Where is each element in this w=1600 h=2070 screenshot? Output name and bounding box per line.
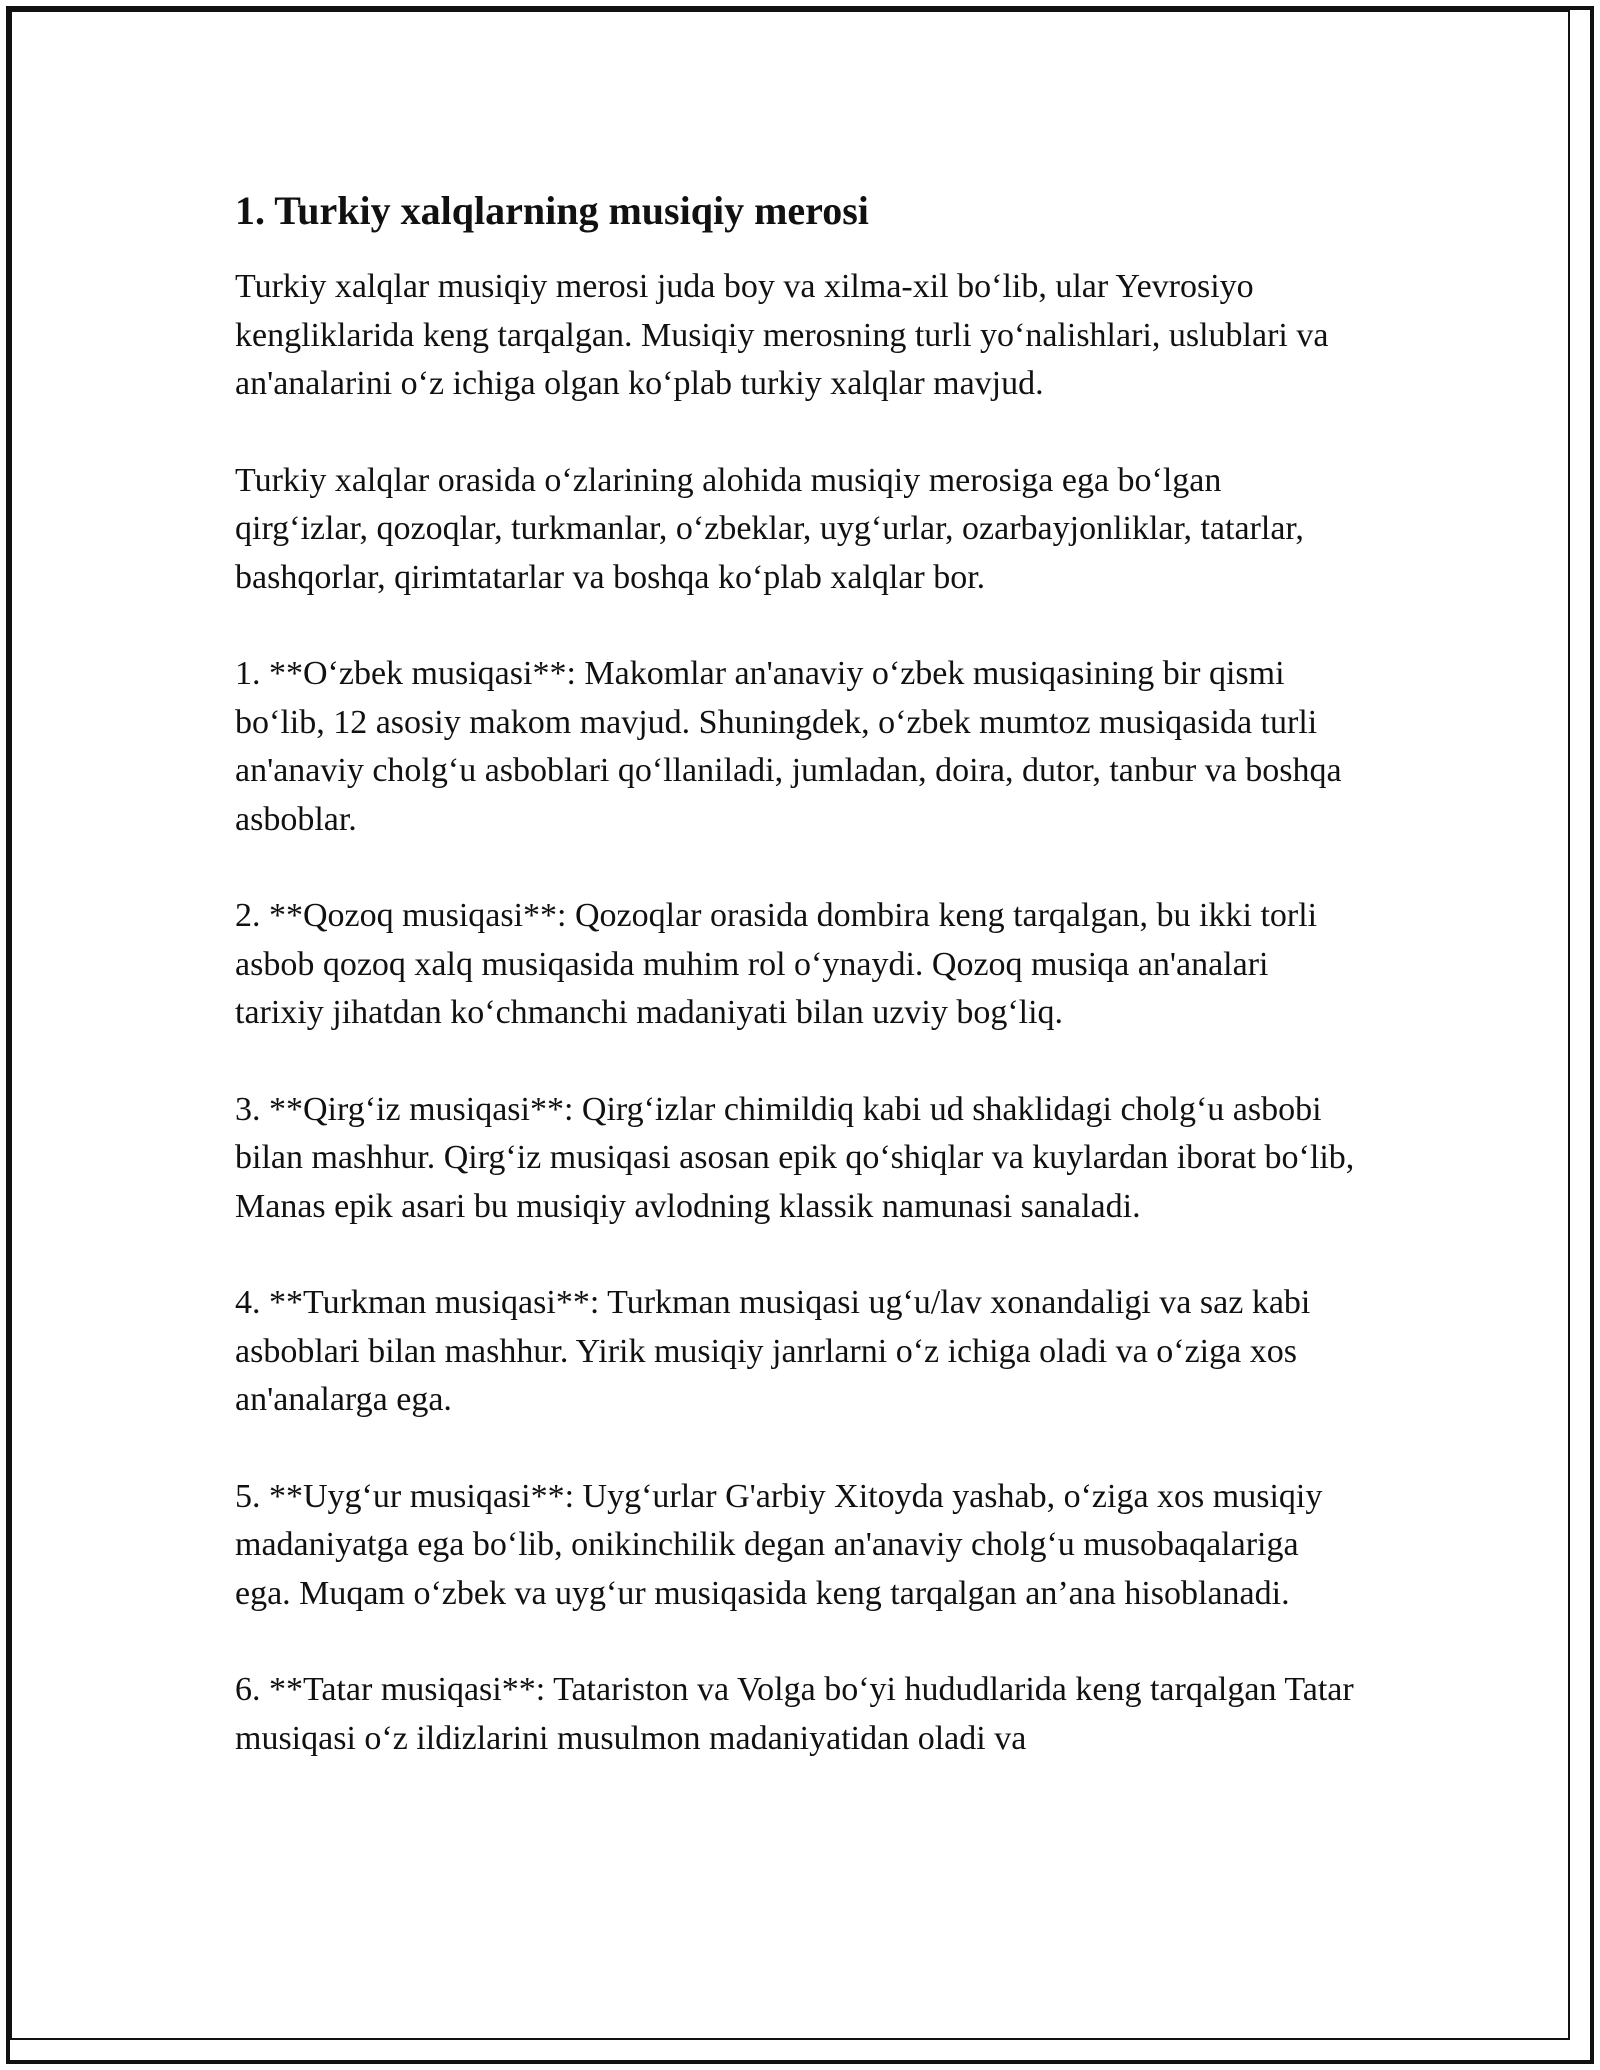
tatar-music-paragraph: 6. **Tatar musiqasi**: Tatariston va Volga bo‘yi hududlarida keng tarqalgan Tatar musiqasi o‘z ildizlarini musulmon madaniyatidan oladi va	[235, 1671, 1354, 1757]
intro-paragraph: Turkiy xalqlar musiqiy merosi juda boy va xilma-xil bo‘lib, ular Yevrosiyo kengliklarida keng tarqalgan. Musiqiy merosning turli yo‘nalishlari, uslublari va an'analarini o‘z ichiga olgan ko‘plab turkiy xalqlar mavjud.	[235, 268, 1329, 402]
section-heading: 1. Turkiy xalqlarning musiqiy merosi	[235, 188, 869, 233]
uyghur-music-paragraph: 5. **Uyg‘ur musiqasi**: Uyg‘urlar G'arbiy Xitoyda yashab, o‘ziga xos musiqiy madaniyatga ega bo‘lib, onikinchilik degan an'anaviy cholg‘u musobaqalariga ega. Muqam o‘zbek va uyg‘ur musiqasida keng tarqalgan an’ana hisoblanadi.	[235, 1477, 1323, 1612]
kazakh-music-paragraph: 2. **Qozoq musiqasi**: Qozoqlar orasida dombira keng tarqalgan, bu ikki torli asbob qozoq xalq musiqasida muhim rol o‘ynaydi. Qozoq musiqa an'analari tarixiy jihatdan ko‘chmanchi madaniyati bilan uzviy bog‘liq.	[235, 897, 1318, 1031]
turkmen-music-paragraph: 4. **Turkman musiqasi**: Turkman musiqasi ug‘u/lav xonandaligi va saz kabi asboblari bilan mashhur. Yirik musiqiy janrlarni o‘z ichiga oladi va o‘ziga xos an'analarga ega.	[235, 1284, 1311, 1418]
peoples-paragraph: Turkiy xalqlar orasida o‘zlarining alohida musiqiy merosiga ega bo‘lgan qirg‘izlar, qozoqlar, turkmanlar, o‘zbeklar, uyg‘urlar, ozarbayjonliklar, tatarlar, bashqorlar, qirimtatarlar va boshqa ko‘plab xalqlar bor.	[235, 461, 1304, 596]
document-body	[235, 185, 1355, 1811]
uzbek-music-paragraph: 1. **O‘zbek musiqasi**: Makomlar an'anaviy o‘zbek musiqasining bir qismi bo‘lib, 12 asosiy makom mavjud. Shuningdek, o‘zbek mumtoz musiqasida turli an'anaviy cholg‘u asboblari qo‘llaniladi, jumladan, doira, dutor, tanbur va boshqa asboblar.	[235, 655, 1342, 838]
kyrgyz-music-paragraph: 3. **Qirg‘iz musiqasi**: Qirg‘izlar chimildiq kabi ud shaklidagi cholg‘u asbobi bilan mashhur. Qirg‘iz musiqasi asosan epik qo‘shiqlar va kuylardan iborat bo‘lib, Manas epik asari bu musiqiy avlodning klassik namunasi sanaladi.	[235, 1090, 1355, 1225]
